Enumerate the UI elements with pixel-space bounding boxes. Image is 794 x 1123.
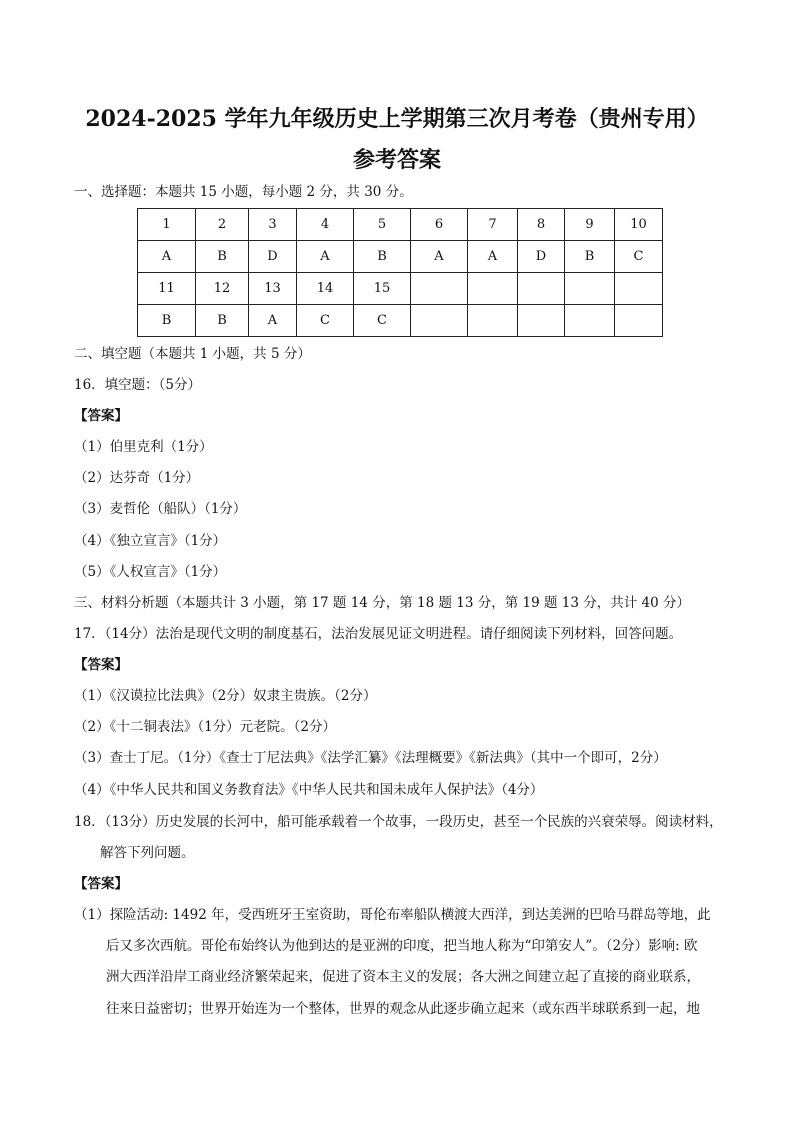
answer-line: （4）《独立宣言》（1分） (74, 533, 227, 549)
answer-line: （2）达芬奇（1分） (74, 470, 200, 486)
answer-table (137, 208, 663, 337)
table-cell (565, 305, 615, 337)
answer-line: （1）探险活动: 1492 年，受西班牙王室资助，哥伦布率船队横渡大西洋，到达美洲的巴哈马群岛等地，此 (74, 907, 711, 923)
table-cell: A (249, 305, 297, 337)
table-cell: 6 (411, 209, 468, 241)
table-cell: B (196, 241, 249, 273)
table-cell: 4 (297, 209, 354, 241)
page-subtitle: 参考答案 (352, 147, 441, 173)
table-cell (518, 273, 565, 305)
table-cell: A (297, 241, 354, 273)
answer-label: 【答案】 (74, 408, 128, 424)
table-cell: C (297, 305, 354, 337)
question-18-continued: 解答下列问题。 (100, 845, 195, 861)
table-cell: 9 (565, 209, 615, 241)
table-cell: 3 (249, 209, 297, 241)
table-cell: 15 (354, 273, 411, 305)
table-cell: D (518, 241, 565, 273)
table-cell: 2 (196, 209, 249, 241)
section1-heading: 一、选择题：本题共 15 小题，每小题 2 分，共 30 分。 (74, 184, 413, 200)
table-cell: C (354, 305, 411, 337)
table-cell: C (615, 241, 663, 273)
table-cell: 12 (196, 273, 249, 305)
table-cell: A (138, 241, 196, 273)
answer-line: 后又多次西航。哥伦布始终认为他到达的是亚洲的印度，把当地人称为“印第安人”。（2分）影响: 欧 (106, 938, 698, 954)
question-17: 17．（14分）法治是现代文明的制度基石，法治发展见证文明进程。请仔细阅读下列材料，回答问题。 (74, 626, 683, 642)
table-cell (411, 305, 468, 337)
table-cell (468, 273, 518, 305)
answer-line: （1）《汉谟拉比法典》（2分）奴隶主贵族。（2分） (74, 688, 377, 704)
answer-line: （3）查士丁尼。（1分）《查士丁尼法典》《法学汇纂》《法理概要》《新法典》（其中一个即可，2分） (74, 750, 667, 766)
answer-line: （4）《中华人民共和国义务教育法》《中华人民共和国未成年人保护法》（4分） (74, 782, 544, 798)
table-cell: A (411, 241, 468, 273)
table-cell (411, 273, 468, 305)
answer-line: 往来日益密切；世界开始连为一个整体，世界的观念从此逐步确立起来（或东西半球联系到一起，地 (106, 1001, 700, 1017)
table-row (138, 241, 663, 273)
table-cell (565, 273, 615, 305)
table-cell: B (354, 241, 411, 273)
answer-line: 洲大西洋沿岸工商业经济繁荣起来，促进了资本主义的发展；各大洲之间建立起了直接的商业联系， (106, 969, 700, 985)
page-title: 2024-2025 学年九年级历史上学期第三次月考卷（贵州专用） (85, 106, 709, 132)
table-cell: 10 (615, 209, 663, 241)
section3-heading: 三、材料分析题（本题共计 3 小题，第 17 题 14 分，第 18 题 13 分，第 19 题 13 分，共计 40 分） (74, 595, 690, 611)
table-cell: A (468, 241, 518, 273)
table-cell (615, 305, 663, 337)
table-cell: 11 (138, 273, 196, 305)
table-row (138, 273, 663, 305)
table-cell (468, 305, 518, 337)
table-cell (615, 273, 663, 305)
answer-line: （1）伯里克利（1分） (74, 439, 213, 455)
table-cell: 1 (138, 209, 196, 241)
table-cell: D (249, 241, 297, 273)
table-cell: 8 (518, 209, 565, 241)
answer-line: （3）麦哲伦（船队）（1分） (74, 501, 247, 517)
answer-line: （2）《十二铜表法》（1分）元老院。（2分） (74, 719, 337, 735)
section2-heading: 二、填空题（本题共 1 小题，共 5 分） (74, 346, 311, 362)
answer-label: 【答案】 (74, 876, 128, 892)
table-cell: 7 (468, 209, 518, 241)
table-cell: B (138, 305, 196, 337)
table-cell: 14 (297, 273, 354, 305)
table-cell (518, 305, 565, 337)
table-cell: 5 (354, 209, 411, 241)
table-cell: B (196, 305, 249, 337)
question-16: 16．填空题：（5分） (74, 377, 202, 393)
table-cell: B (565, 241, 615, 273)
table-row (138, 305, 663, 337)
answer-line: （5）《人权宣言》（1分） (74, 564, 227, 580)
table-cell: 13 (249, 273, 297, 305)
table-row (138, 209, 663, 241)
question-18: 18．（13分）历史发展的长河中，船可能承载着一个故事，一段历史，甚至一个民族的兴衰荣辱。阅读材料， (74, 814, 723, 830)
answer-label: 【答案】 (74, 657, 128, 673)
